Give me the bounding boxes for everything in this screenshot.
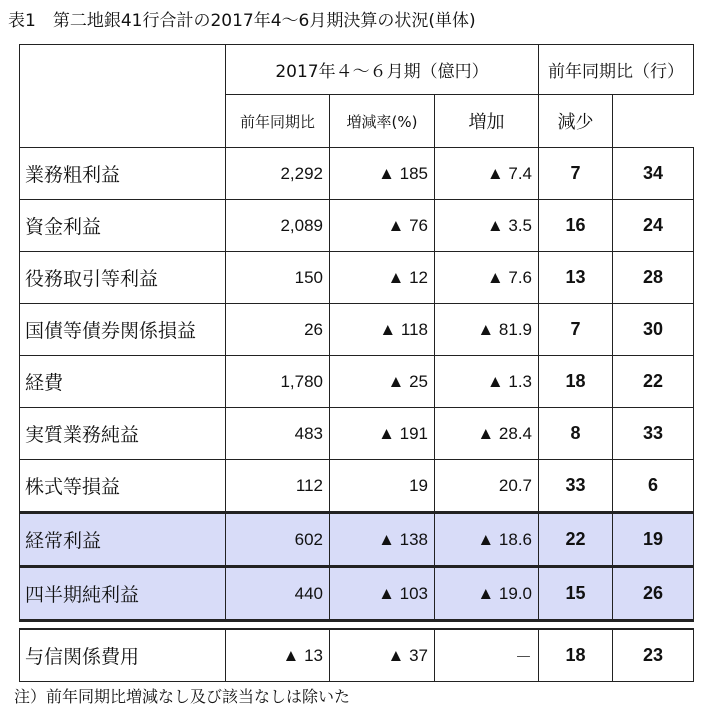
cell-change-rate: ▲ 7.4	[435, 148, 539, 200]
cell-yoy-change: ▲ 191	[330, 408, 435, 460]
cell-yoy-change: ▲ 37	[330, 629, 435, 682]
results-table	[19, 44, 694, 682]
row-spacer	[20, 621, 694, 630]
cell-amount: 440	[226, 567, 330, 621]
cell-change-rate: ▲ 1.3	[435, 356, 539, 408]
header-increase: 増加	[435, 95, 539, 148]
cell-decrease-count: 33	[613, 408, 694, 460]
cell-amount: 2,089	[226, 200, 330, 252]
cell-increase-count: 15	[539, 567, 613, 621]
row-label: 業務粗利益	[20, 148, 226, 200]
row-label: 経常利益	[20, 513, 226, 567]
cell-amount: 2,292	[226, 148, 330, 200]
cell-amount: 26	[226, 304, 330, 356]
header-group-yoy-banks: 前年同期比（行）	[539, 45, 694, 95]
row-label: 四半期純利益	[20, 567, 226, 621]
header-group-period: 2017年４～６月期（億円）	[226, 45, 539, 95]
row-label: 実質業務純益	[20, 408, 226, 460]
cell-amount: ▲ 13	[226, 629, 330, 682]
cell-yoy-change: ▲ 103	[330, 567, 435, 621]
row-label: 与信関係費用	[20, 629, 226, 682]
cell-decrease-count: 28	[613, 252, 694, 304]
table-row	[20, 408, 694, 460]
header-row-1	[20, 45, 694, 95]
cell-decrease-count: 19	[613, 513, 694, 567]
row-label: 経費	[20, 356, 226, 408]
table-row	[20, 304, 694, 356]
cell-amount: 1,780	[226, 356, 330, 408]
table-row	[20, 567, 694, 621]
row-label: 役務取引等利益	[20, 252, 226, 304]
cell-change-rate: ▲ 81.9	[435, 304, 539, 356]
row-label: 国債等債券関係損益	[20, 304, 226, 356]
cell-increase-count: 18	[539, 356, 613, 408]
cell-change-rate: ▲ 18.6	[435, 513, 539, 567]
page-title: 表1 第二地銀41行合計の2017年4～6月期決算の状況(単体)	[8, 11, 476, 31]
cell-amount: 112	[226, 460, 330, 513]
cell-change-rate: ▲ 3.5	[435, 200, 539, 252]
cell-increase-count: 8	[539, 408, 613, 460]
cell-increase-count: 16	[539, 200, 613, 252]
cell-increase-count: 22	[539, 513, 613, 567]
header-yoy: 前年同期比	[226, 95, 330, 148]
cell-increase-count: 33	[539, 460, 613, 513]
table-row	[20, 148, 694, 200]
cell-yoy-change: ▲ 25	[330, 356, 435, 408]
cell-yoy-change: ▲ 138	[330, 513, 435, 567]
cell-change-rate: －	[435, 629, 539, 682]
cell-decrease-count: 24	[613, 200, 694, 252]
cell-decrease-count: 23	[613, 629, 694, 682]
header-corner	[20, 45, 226, 148]
table-row	[20, 460, 694, 513]
table-row	[20, 513, 694, 567]
table-body	[20, 148, 694, 682]
cell-yoy-change: 19	[330, 460, 435, 513]
row-spacer-cell	[20, 621, 694, 630]
table-row	[20, 252, 694, 304]
cell-amount: 483	[226, 408, 330, 460]
row-label: 資金利益	[20, 200, 226, 252]
cell-change-rate: ▲ 28.4	[435, 408, 539, 460]
cell-increase-count: 7	[539, 148, 613, 200]
row-label: 株式等損益	[20, 460, 226, 513]
footnote: 注）前年同期比増減なし及び該当なしは除いた	[14, 687, 351, 706]
cell-amount: 602	[226, 513, 330, 567]
cell-change-rate: ▲ 7.6	[435, 252, 539, 304]
header-decrease: 減少	[539, 95, 613, 148]
table-row	[20, 356, 694, 408]
cell-decrease-count: 30	[613, 304, 694, 356]
cell-increase-count: 18	[539, 629, 613, 682]
cell-decrease-count: 34	[613, 148, 694, 200]
cell-decrease-count: 22	[613, 356, 694, 408]
cell-change-rate: ▲ 19.0	[435, 567, 539, 621]
table-row	[20, 629, 694, 682]
cell-amount: 150	[226, 252, 330, 304]
table-row	[20, 200, 694, 252]
cell-yoy-change: ▲ 185	[330, 148, 435, 200]
header-rate: 増減率(%)	[330, 95, 435, 148]
cell-increase-count: 13	[539, 252, 613, 304]
cell-yoy-change: ▲ 118	[330, 304, 435, 356]
cell-yoy-change: ▲ 76	[330, 200, 435, 252]
cell-decrease-count: 6	[613, 460, 694, 513]
cell-increase-count: 7	[539, 304, 613, 356]
cell-change-rate: 20.7	[435, 460, 539, 513]
cell-decrease-count: 26	[613, 567, 694, 621]
cell-yoy-change: ▲ 12	[330, 252, 435, 304]
